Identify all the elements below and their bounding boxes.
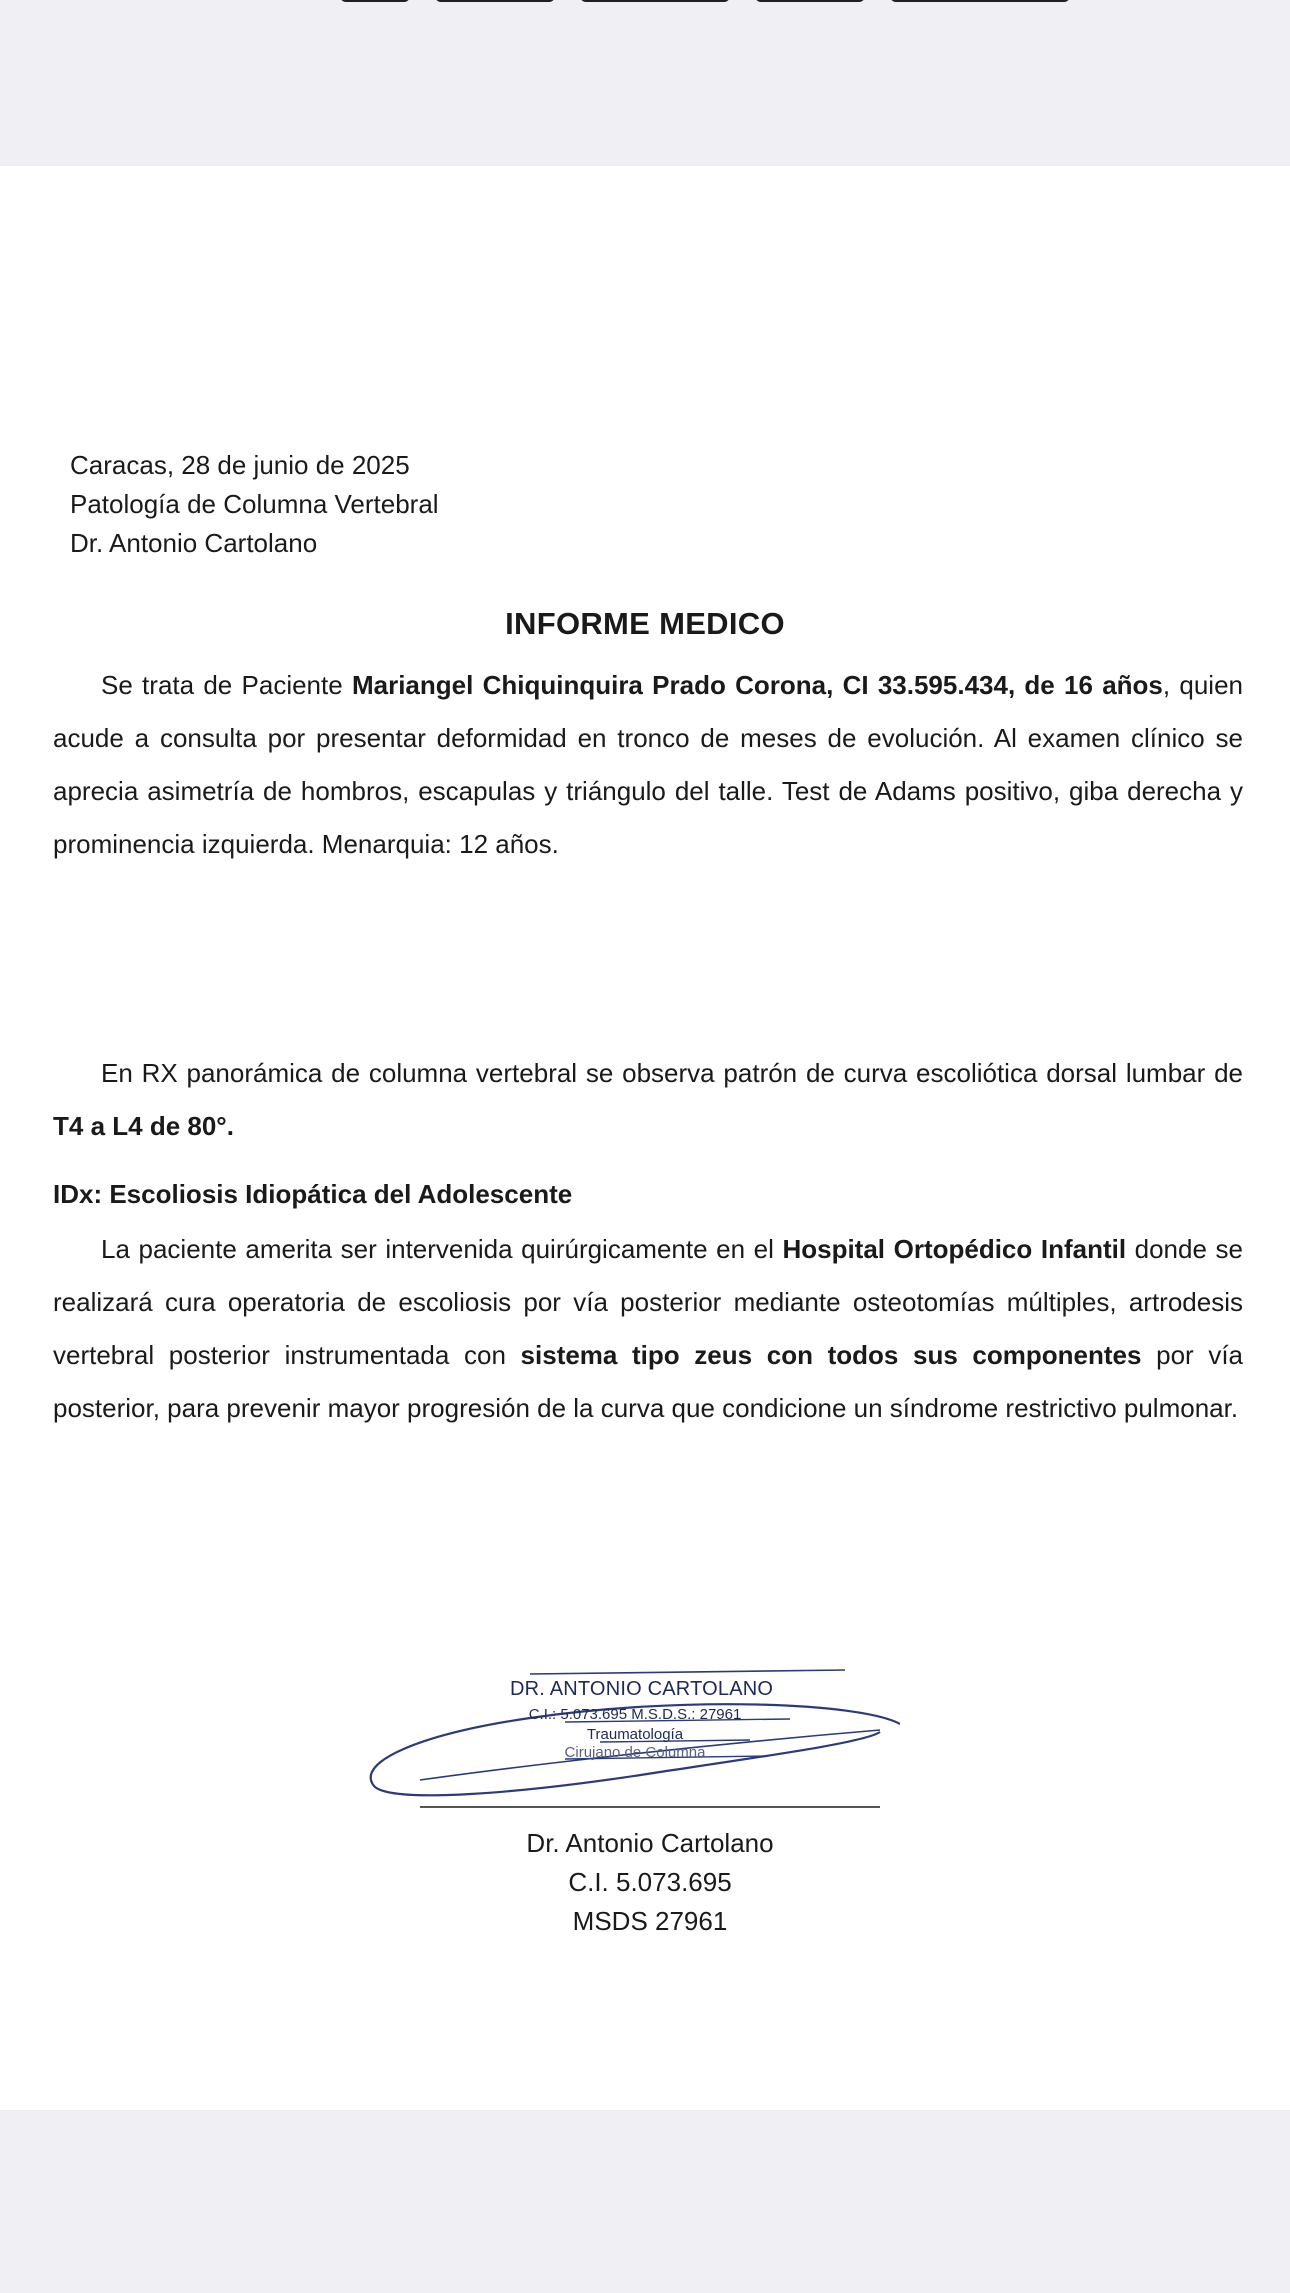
implant-system: sistema tipo zeus con todos sus componentes xyxy=(520,1340,1142,1370)
bottom-margin xyxy=(0,2110,1290,2293)
letter-header xyxy=(70,446,439,563)
stamp-name: DR. ANTONIO CARTOLANO xyxy=(510,1678,774,1700)
paragraph-text: por vía posterior, para prevenir mayor progresión de la curva que condicione un síndrome restrictivo pulmonar. xyxy=(53,1340,1244,1423)
paragraph-text: , quien acude a consulta por presentar deformidad en tronco de meses de evolución. Al examen clínico se aprecia asimetría de hombros, escapulas y triángulo del talle. Test de Adams positivo, giba derecha y prominencia izquierda. Menarquia: 12 años. xyxy=(53,670,1243,859)
signer-msds: MSDS 27961 xyxy=(572,1906,728,1936)
stamp-specialty: Traumatología xyxy=(586,1726,684,1743)
hospital-name: Hospital Ortopédico Infantil xyxy=(782,1234,1127,1264)
signature-block xyxy=(420,1824,880,1941)
stamp-subspecialty: Cirujano de Columna xyxy=(564,1744,706,1761)
diagnosis: IDx: Escoliosis Idiopática del Adolescente xyxy=(53,1179,573,1209)
paragraph-treatment xyxy=(53,1223,1243,1435)
patient-identity: Mariangel Chiquinquira Prado Corona, CI 33.595.434, de 16 años xyxy=(351,670,1163,700)
signer-ci: C.I. 5.073.695 xyxy=(568,1867,732,1897)
paragraph-text: Se trata de Paciente xyxy=(101,670,352,700)
signer-name: Dr. Antonio Cartolano xyxy=(526,1828,774,1858)
paragraph-xray xyxy=(53,1047,1243,1153)
signature-line xyxy=(420,1806,880,1808)
department: Patología de Columna Vertebral xyxy=(70,489,439,519)
paragraph-text: En RX panorámica de columna vertebral se observa patrón de curva escoliótica dorsal lumbar de xyxy=(101,1058,1243,1088)
top-margin xyxy=(0,0,1290,166)
paragraph-text: La paciente amerita ser intervenida quirúrgicamente en el xyxy=(101,1234,783,1264)
cropped-heading-fragment xyxy=(340,0,1100,2)
stamp-id: C.I.: 5.073.695 M.S.D.S.: 27961 xyxy=(528,1706,742,1723)
report-title: INFORME MEDICO xyxy=(505,606,785,641)
document-page xyxy=(0,166,1290,2110)
doctor-name: Dr. Antonio Cartolano xyxy=(70,528,318,558)
curve-measurement: T4 a L4 de 80°. xyxy=(53,1111,234,1141)
doctor-stamp-signature xyxy=(360,1662,900,1822)
paragraph-patient xyxy=(53,659,1243,871)
paragraph-text: donde se realizará cura operatoria de escoliosis por vía posterior mediante osteotomías múltiples, artrodesis vertebral posterior instrumentada con xyxy=(53,1234,1243,1370)
city-date: Caracas, 28 de junio de 2025 xyxy=(70,450,410,480)
